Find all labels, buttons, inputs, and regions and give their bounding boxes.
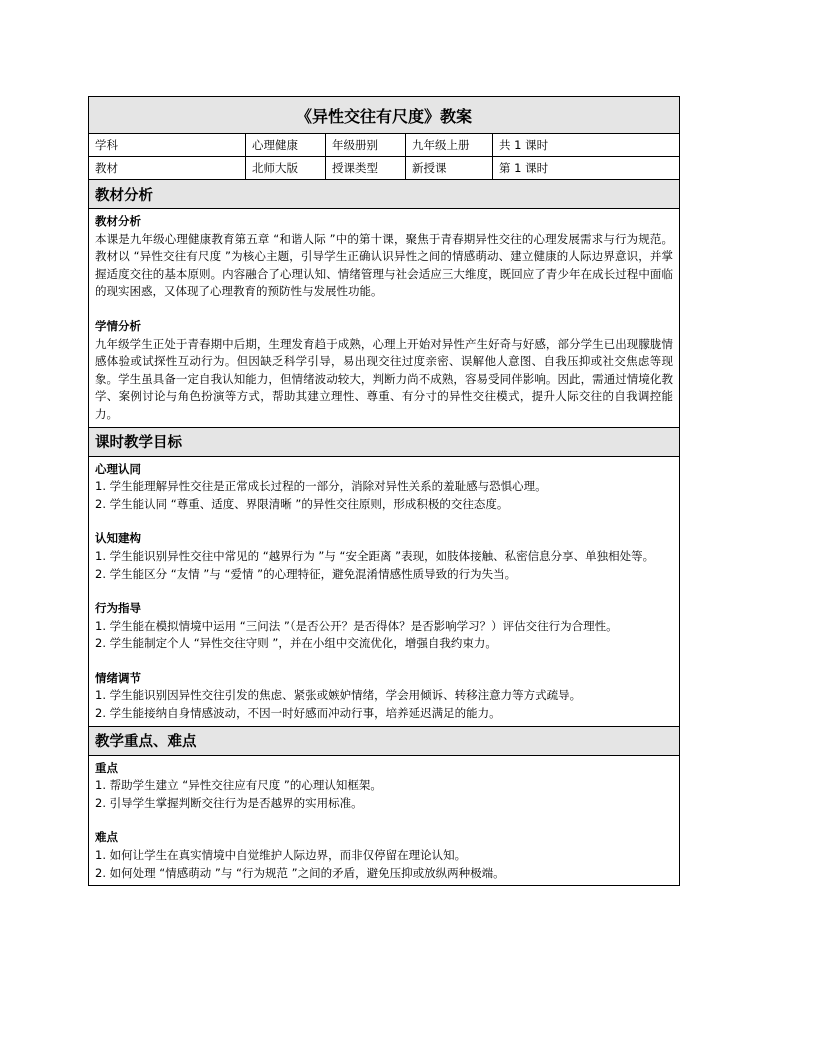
goal-list [95, 548, 673, 583]
info-row-1 [89, 134, 679, 157]
spacer [95, 653, 673, 670]
list-item: 1. 学生能识别异性交往中常见的 “越界行为 ”与 “安全距离 ”表现，如肢体接触、私密信息分享、单独相处等。 [95, 548, 655, 563]
info-subject-value: 心理健康 [246, 134, 326, 156]
keypoint-list [95, 777, 673, 812]
spacer [95, 513, 673, 530]
keypoint-list [95, 847, 673, 882]
keypoint-group-title: 难点 [95, 830, 118, 845]
goal-list [95, 478, 673, 513]
section-heading-keypoints: 教学重点、难点 [89, 727, 679, 756]
info-textbook-value: 北师大版 [246, 157, 326, 179]
goal-group-title: 情绪调节 [95, 670, 141, 685]
section-heading-analysis: 教材分析 [89, 180, 679, 209]
section-body-goals [89, 457, 679, 727]
spacer [95, 812, 673, 829]
document-title: 《异性交往有尺度》教案 [89, 97, 679, 134]
list-item: 2. 学生能区分 “友情 ”与 “爱情 ”的心理特征，避免混淆情感性质导致的行为失当。 [95, 566, 517, 581]
learner-analysis-text: 九年级学生正处于青春期中后期，生理发育趋于成熟，心理上开始对异性产生好奇与好感，部分学生已出现朦胧情感体验或试探性互动行为。但因缺乏科学引导，易出现交往过度亲密、误解他人意图、自我压抑或社交焦虑等现象。学生虽具备一定自我认知能力，但情绪波动较大，判断力尚不成熟，容易受同伴影响。因此，需通过情境化教学、案例讨论与角色扮演等方式，帮助其建立理性、尊重、有分寸的异性交往模式，提升人际交往的自我调控能力。 [95, 336, 673, 421]
section-body-analysis [89, 209, 679, 428]
lesson-plan-table [88, 96, 680, 886]
list-item: 1. 帮助学生建立 “异性交往应有尺度 ”的心理认知框架。 [95, 778, 382, 793]
info-grade-value: 九年级上册 [406, 134, 493, 156]
goal-list [95, 618, 673, 653]
goal-group-title: 心理认同 [95, 461, 141, 476]
info-grade-label: 年级册别 [326, 134, 406, 156]
goal-group-title: 认知建构 [95, 531, 141, 546]
section-heading-goals: 课时教学目标 [89, 428, 679, 457]
spacer [95, 583, 673, 600]
list-item: 2. 学生能制定个人 “异性交往守则 ”，并在小组中交流优化，增强自我约束力。 [95, 636, 497, 651]
info-lesson-type-value: 新授课 [406, 157, 493, 179]
goal-list [95, 687, 673, 722]
info-current-hour: 第 1 课时 [499, 161, 549, 175]
info-row-2 [89, 157, 679, 180]
info-lesson-type-label: 授课类型 [326, 157, 406, 179]
list-item: 2. 学生能接纳自身情感波动，不因一时好感而冲动行事，培养延迟满足的能力。 [95, 706, 501, 721]
learner-analysis-title: 学情分析 [95, 318, 141, 333]
info-subject-label: 学科 [89, 134, 246, 156]
info-textbook-label: 教材 [89, 157, 246, 179]
section-body-keypoints [89, 756, 679, 886]
material-analysis-title: 教材分析 [95, 214, 141, 228]
list-item: 2. 引导学生掌握判断交往行为是否越界的实用标准。 [95, 795, 363, 810]
info-total-hours: 共 1 课时 [499, 138, 549, 152]
list-item: 1. 学生能在模拟情境中运用 “三问法 ”（是否公开？是否得体？是否影响学习？）评估交往行为合理性。 [95, 618, 618, 633]
material-analysis-text: 本课是九年级心理健康教育第五章 “和谐人际 ”中的第十课，聚焦于青春期异性交往的心理发展需求与行为规范。教材以 “异性交往有尺度 ”为核心主题，引导学生正确认识异性之间的情感萌动、建立健康的人际边界意识，并掌握适度交往的基本原则。内容融合了心理认知、情绪管理与社会适应三大维度，既回应了青少年在成长过程中面临的现实困惑，又体现了心理教育的预防性与发展性功能。 [95, 231, 673, 299]
goal-group-title: 行为指导 [95, 601, 141, 616]
list-item: 1. 学生能识别因异性交往引发的焦虑、紧张或嫉妒情绪，学会用倾诉、转移注意力等方式疏导。 [95, 688, 582, 703]
list-item: 1. 如何让学生在真实情境中自觉维护人际边界，而非仅停留在理论认知。 [95, 848, 467, 863]
list-item: 2. 如何处理 “情感萌动 ”与 “行为规范 ”之间的矛盾，避免压抑或放纵两种极端。 [95, 865, 505, 880]
list-item: 2. 学生能认同 “尊重、适度、界限清晰 ”的异性交往原则，形成积极的交往态度。 [95, 496, 509, 511]
keypoint-group-title: 重点 [95, 760, 118, 775]
spacer [95, 301, 673, 318]
list-item: 1. 学生能理解异性交往是正常成长过程的一部分，消除对异性关系的羞耻感与恐惧心理。 [95, 479, 547, 494]
